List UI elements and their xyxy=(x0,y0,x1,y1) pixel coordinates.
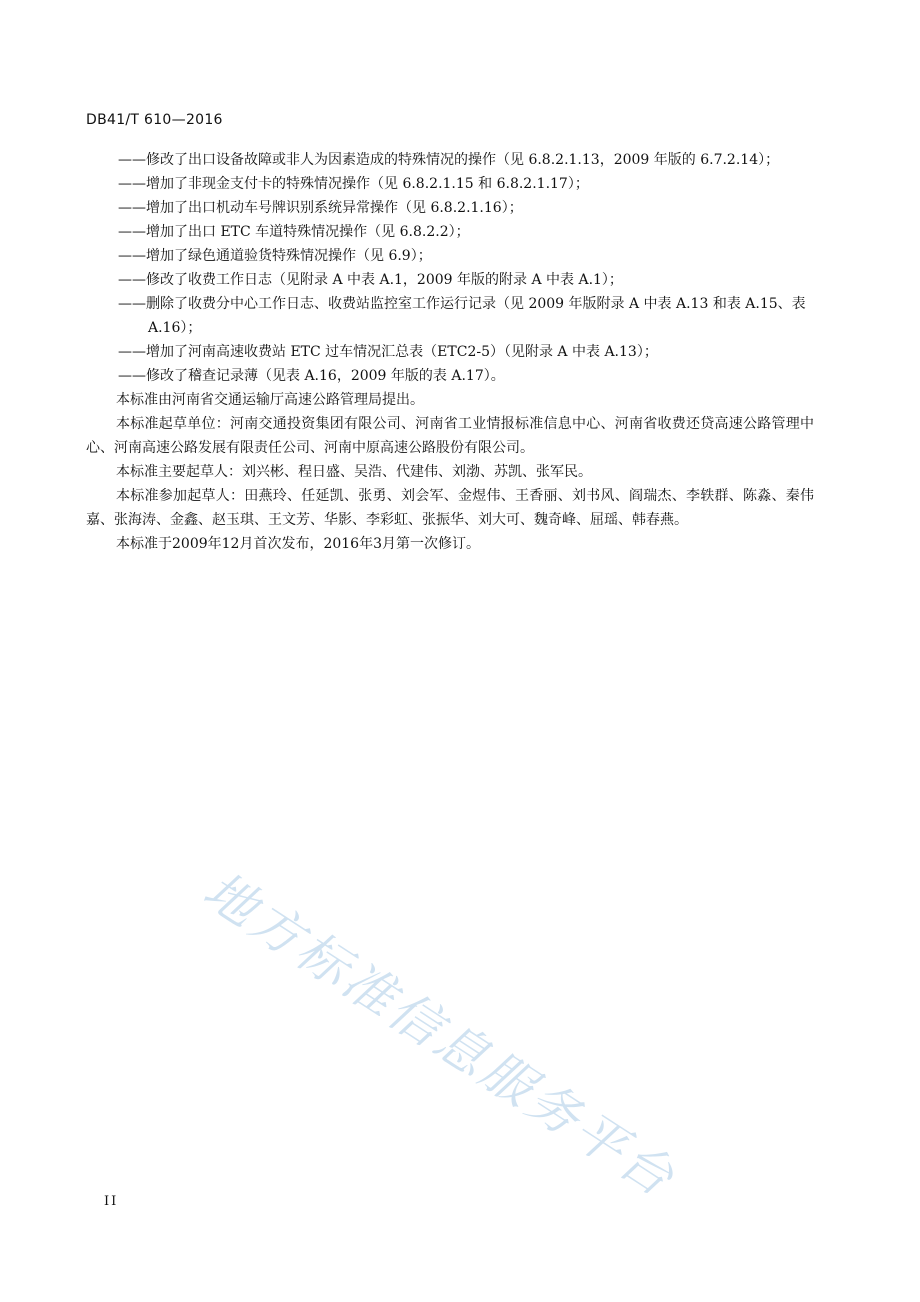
main-drafters-paragraph: 本标准主要起草人：刘兴彬、程日盛、吴浩、代建伟、刘渤、苏凯、张军民。 xyxy=(116,464,592,480)
change-item: ——增加了绿色通道验货特殊情况操作（见 6.9）； xyxy=(118,248,432,264)
drafting-units-paragraph: 本标准起草单位：河南交通投资集团有限公司、河南省工业情报标准信息中心、河南省收费还贷高速公路管理中心、河南高速公路发展有限责任公司、河南中原高速公路股份有限公司。 xyxy=(86,416,814,456)
proposer-paragraph: 本标准由河南省交通运输厅高速公路管理局提出。 xyxy=(116,392,424,408)
change-item: ——增加了河南高速收费站 ETC 过车情况汇总表（ETC2-5）（见附录 A 中表 A.13）； xyxy=(118,344,658,360)
page-number: II xyxy=(104,1194,119,1209)
change-item: ——增加了非现金支付卡的特殊情况操作（见 6.8.2.1.15 和 6.8.2.1.17）； xyxy=(118,176,589,192)
change-item: ——修改了收费工作日志（见附录 A 中表 A.1，2009 年版的附录 A 中表 A.1）； xyxy=(118,272,623,288)
document-number: DB41/T 610—2016 xyxy=(86,112,223,128)
history-paragraph: 本标准于2009年12月首次发布，2016年3月第一次修订。 xyxy=(116,536,480,552)
change-item: ——增加了出口 ETC 车道特殊情况操作（见 6.8.2.2）； xyxy=(118,224,470,240)
change-item: ——修改了出口设备故障或非人为因素造成的特殊情况的操作（见 6.8.2.1.13，2009 年版的 6.7.2.14）； xyxy=(118,152,780,168)
participating-drafters-paragraph: 本标准参加起草人：田燕玲、任延凯、张勇、刘会军、金煜伟、王香丽、刘书风、阎瑞杰、李轶群、陈淼、秦伟嘉、张海涛、金鑫、赵玉琪、王文芳、华影、李彩虹、张振华、刘大可、魏奇峰、屈瑶、韩春燕。 xyxy=(86,488,814,528)
change-item: ——增加了出口机动车号牌识别系统异常操作（见 6.8.2.1.16）； xyxy=(118,200,523,216)
document-body xyxy=(86,148,814,556)
watermark: 地方标准信息服务平台 xyxy=(192,860,687,1210)
change-item: ——修改了稽查记录薄（见表 A.16，2009 年版的表 A.17）。 xyxy=(118,368,505,384)
change-item: ——删除了收费分中心工作日志、收费站监控室工作运行记录（见 2009 年版附录 A 中表 A.13 和表 A.15、表 A.16）； xyxy=(118,296,806,336)
